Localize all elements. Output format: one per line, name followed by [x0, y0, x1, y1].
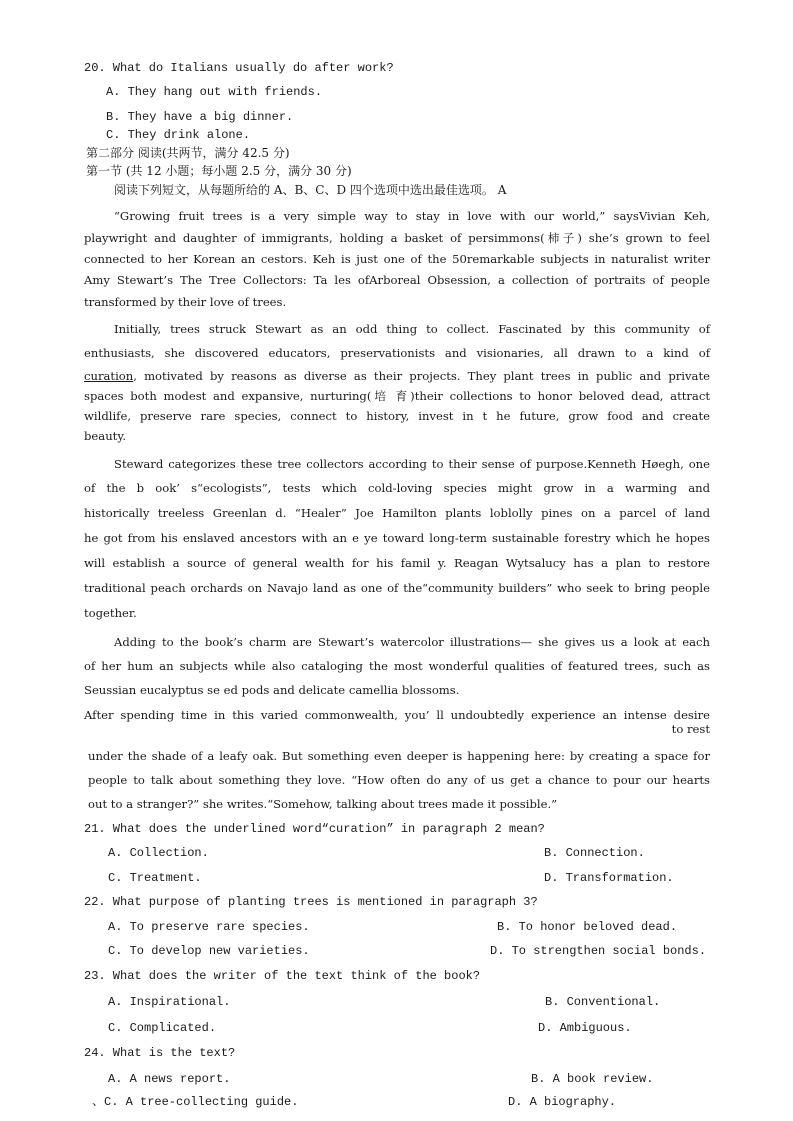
question-20-option-a: A. They hang out with friends. — [106, 85, 323, 99]
paragraph-2-line-rest: , motivated by reasons as diverse as their projects. They plant trees in public and private — [133, 369, 710, 383]
question-24-option-a: A. A news report. — [108, 1072, 231, 1086]
question-24-option-c: 、C. A tree-collecting guide. — [92, 1095, 299, 1109]
section-1-heading: 第一节 (共 12 小题；每小题 2.5 分，满分 30 分) — [86, 164, 352, 178]
paragraph-2-line — [84, 368, 710, 384]
question-22-option-a: A. To preserve rare species. — [108, 920, 310, 934]
question-24-stem: 24. What is the text? — [84, 1046, 236, 1060]
paragraph-1-line: connected to her Korean an cestors. Keh is just one of the 50remarkable subjects in naturalist writer — [84, 252, 710, 266]
question-23-option-a: A. Inspirational. — [108, 995, 231, 1009]
paragraph-4-line: Seussian eucalyptus se ed pods and delicate camellia blossoms. — [84, 683, 460, 697]
question-21-option-c: C. Treatment. — [108, 871, 202, 885]
paragraph-5-line: After spending time in this varied commonwealth, you’ ll undoubtedly experience an intense desire — [84, 708, 710, 722]
paragraph-5-line: to rest — [671, 722, 710, 736]
paragraph-3-line: traditional peach orchards on Navajo land as one of the“community builders” who seek to bring people — [84, 581, 710, 595]
question-22-stem: 22. What purpose of planting trees is mentioned in paragraph 3? — [84, 895, 538, 909]
paragraph-4-line: of her hum an subjects while also cataloging the most wonderful qualities of featured trees, such as — [84, 659, 710, 673]
paragraph-2-line: beauty. — [84, 429, 127, 443]
question-23-option-d: D. Ambiguous. — [538, 1021, 632, 1035]
question-23-option-c: C. Complicated. — [108, 1021, 217, 1035]
question-24-option-b: B. A book review. — [531, 1072, 654, 1086]
paragraph-2-line: enthusiasts, she discovered educators, preservationists and visionaries, all drawn to a kind of — [84, 346, 710, 360]
question-21-option-d: D. Transformation. — [544, 871, 674, 885]
reading-instruction: 阅读下列短文，从每题所给的 A、B、C、D 四个选项中选出最佳选项。 A — [114, 183, 507, 197]
question-24-option-d: D. A biography. — [508, 1095, 617, 1109]
paragraph-1-line: playwright and daughter of immigrants, holding a basket of persimmons(柿子) she’s grown to feel — [84, 231, 710, 245]
paragraph-3-line: historically treeless Greenlan d. “Healer” Joe Hamilton plants loblolly pines on a parcel of land — [84, 506, 710, 520]
paragraph-1-line: “Growing fruit trees is a very simple way to stay in love with our world,” saysVivian Keh, — [114, 209, 710, 223]
underlined-word-curation: curation — [84, 369, 134, 383]
paragraph-3-line: together. — [84, 606, 137, 620]
question-20-stem: 20. What do Italians usually do after work? — [84, 61, 394, 75]
question-21-stem: 21. What does the underlined word“curation” in paragraph 2 mean? — [84, 822, 545, 836]
paragraph-3-line: of the b ook’ s“ecologists”, tests which cold-loving species might grow in a warming and — [84, 481, 710, 495]
paragraph-5-line: under the shade of a leafy oak. But something even deeper is happening here: by creating a space for — [88, 749, 710, 763]
part-2-heading: 第二部分 阅读(共两节，满分 42.5 分) — [86, 146, 290, 160]
question-23-stem: 23. What does the writer of the text think of the book? — [84, 969, 481, 983]
question-22-option-b: B. To honor beloved dead. — [497, 920, 678, 934]
question-20-option-b: B. They have a big dinner. — [106, 110, 294, 124]
paragraph-3-line: he got from his enslaved ancestors with an e ye toward long-term sustainable forestry which he hopes — [84, 531, 710, 545]
question-22-option-c: C. To develop new varieties. — [108, 944, 310, 958]
paragraph-1-line: Amy Stewart’s The Tree Collectors: Ta les ofArboreal Obsession, a collection of portraits of people — [84, 273, 710, 287]
question-20-option-c: C. They drink alone. — [106, 128, 251, 142]
paragraph-4-line: Adding to the book’s charm are Stewart’s watercolor illustrations— she gives us a look at each — [114, 635, 710, 649]
paragraph-3-line: will establish a source of general wealth for his famil y. Reagan Wytsalucy has a plan to restore — [84, 556, 710, 570]
paragraph-1-line: transformed by their love of trees. — [84, 295, 287, 309]
paragraph-5-line: out to a stranger?” she writes.“Somehow, talking about trees made it possible.” — [88, 797, 558, 811]
paragraph-2-line: wildlife, preserve rare species, connect to history, invest in t he future, grow food and create — [84, 409, 710, 423]
question-21-option-a: A. Collection. — [108, 846, 209, 860]
paragraph-3-line: Steward categorizes these tree collectors according to their sense of purpose.Kenneth Høegh, one — [114, 457, 710, 471]
question-22-option-d: D. To strengthen social bonds. — [490, 944, 707, 958]
question-23-option-b: B. Conventional. — [545, 995, 661, 1009]
paragraph-2-line: spaces both modest and expansive, nurturing(培 育)their collections to honor beloved dead, attract — [84, 389, 710, 403]
paragraph-5-line: people to talk about something they love. “How often do any of us get a chance to pour our hearts — [88, 773, 710, 787]
paragraph-2-line: Initially, trees struck Stewart as an odd thing to collect. Fascinated by this community of — [114, 322, 710, 336]
question-21-option-b: B. Connection. — [544, 846, 645, 860]
